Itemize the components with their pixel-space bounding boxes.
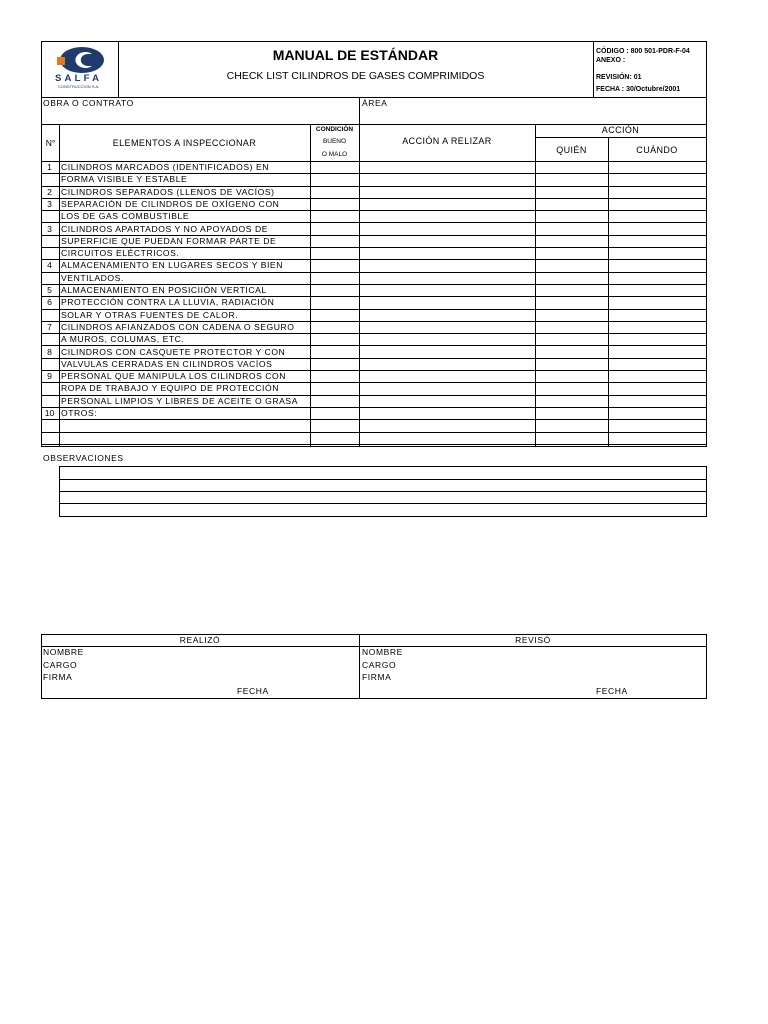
anexo-text: ANEXO : (596, 57, 626, 64)
accion-realizar-cell[interactable] (360, 173, 535, 185)
condicion-cell[interactable] (311, 259, 359, 271)
accion-realizar-cell[interactable] (360, 407, 535, 419)
logo-text: SALFA (55, 73, 103, 84)
table-row (41, 321, 707, 333)
cuando-cell[interactable] (609, 419, 706, 431)
table-bottom-line (41, 446, 707, 447)
quien-cell[interactable] (536, 309, 608, 321)
accion-realizar-cell[interactable] (360, 333, 535, 345)
condicion-cell[interactable] (311, 296, 359, 308)
cuando-cell[interactable] (609, 198, 706, 210)
row-element-text: ALMACENAMIENTO EN LUGARES SECOS Y BIEN (61, 260, 283, 271)
condicion-cell[interactable] (311, 198, 359, 210)
row-element-text: PERSONAL QUE MANIPULA LOS CILINDROS CON (61, 371, 287, 382)
realizo-fecha-label: FECHA (237, 686, 269, 696)
logo-subtext: CONSTRUCCION S.A. (58, 84, 100, 89)
condicion-cell[interactable] (311, 235, 359, 247)
observaciones-line-1 (59, 479, 707, 480)
header-quien: QUIÉN (556, 145, 587, 155)
table-row (41, 223, 707, 235)
table-row (41, 235, 707, 247)
condicion-cell[interactable] (311, 432, 359, 444)
table-row (41, 198, 707, 210)
accion-realizar-cell[interactable] (360, 309, 535, 321)
observaciones-line-2 (59, 491, 707, 492)
quien-cell[interactable] (536, 198, 608, 210)
quien-cell[interactable] (536, 235, 608, 247)
cuando-cell[interactable] (609, 432, 706, 444)
row-number: 6 (47, 297, 52, 308)
table-row (41, 284, 707, 296)
quien-cell[interactable] (536, 432, 608, 444)
condicion-cell[interactable] (311, 247, 359, 259)
quien-cell[interactable] (536, 173, 608, 185)
row-element-text: VALVULAS CERRADAS EN CILINDROS VACÍOS (61, 358, 273, 369)
row-element-text: ROPA DE TRABAJO Y EQUIPO DE PROTECCIÓN (61, 383, 279, 394)
quien-cell[interactable] (536, 223, 608, 235)
row-element-text: FORMA VISIBLE Y ESTABLE (61, 174, 188, 185)
codigo-text: CÓDIGO : 800 501-PDR-F-04 (596, 48, 690, 55)
row-number: 2 (47, 186, 52, 197)
row-element-text: CILINDROS CON CASQUETE PROTECTOR Y CON (61, 346, 286, 357)
quien-cell[interactable] (536, 419, 608, 431)
reviso-fecha-label: FECHA (596, 686, 628, 696)
table-row (41, 407, 707, 419)
row-number: 8 (47, 346, 52, 357)
cuando-cell[interactable] (609, 284, 706, 296)
table-row (41, 346, 707, 358)
accion-subheader-line (535, 137, 707, 138)
condicion-cell[interactable] (311, 370, 359, 382)
cuando-cell[interactable] (609, 333, 706, 345)
row-element-text: CIRCUITOS ELÉCTRICOS. (61, 248, 180, 259)
condicion-cell[interactable] (311, 161, 359, 173)
row-number: 10 (44, 408, 55, 418)
table-row (41, 419, 707, 431)
table-row (41, 173, 707, 185)
cuando-cell[interactable] (609, 161, 706, 173)
accion-realizar-cell[interactable] (360, 259, 535, 271)
salfa-logo (52, 44, 112, 96)
condicion-cell[interactable] (311, 321, 359, 333)
accion-realizar-cell[interactable] (360, 235, 535, 247)
row-divider (41, 444, 707, 445)
row-element-text: PERSONAL LIMPIOS Y LIBRES DE ACEITE O GRASA (61, 395, 298, 406)
header-elements: ELEMENTOS A INSPECCIONAR (112, 138, 257, 148)
obra-label: OBRA O CONTRATO (43, 98, 134, 108)
cuando-cell[interactable] (609, 235, 706, 247)
quien-cell[interactable] (536, 247, 608, 259)
accion-realizar-cell[interactable] (360, 296, 535, 308)
header-num: N° (45, 138, 56, 148)
table-row (41, 358, 707, 370)
quien-cell[interactable] (536, 272, 608, 284)
fecha-header-text: FECHA : 30/Octubre/2001 (596, 86, 681, 93)
table-row (41, 432, 707, 444)
cuando-cell[interactable] (609, 358, 706, 370)
condicion-cell[interactable] (311, 173, 359, 185)
table-row (41, 186, 707, 198)
accion-realizar-cell[interactable] (360, 272, 535, 284)
cuando-cell[interactable] (609, 247, 706, 259)
condicion-cell[interactable] (311, 395, 359, 407)
accion-realizar-cell[interactable] (360, 186, 535, 198)
realizo-nombre-label: NOMBRE (43, 647, 84, 657)
quien-cell[interactable] (536, 382, 608, 394)
obra-input[interactable] (42, 109, 358, 123)
row-element-text: A MUROS, COLUMAS, ETC. (61, 334, 185, 345)
header-malo: O MALO (321, 151, 348, 158)
reviso-label: REVISÓ (515, 635, 551, 645)
accion-realizar-cell[interactable] (360, 223, 535, 235)
condicion-cell[interactable] (311, 223, 359, 235)
row-number: 4 (47, 260, 52, 271)
header-bueno: BUENO (322, 138, 347, 145)
row-number: 7 (47, 321, 52, 332)
quien-cell[interactable] (536, 346, 608, 358)
row-element-text: CILINDROS AFIANZADOS CON CADENA O SEGURO (61, 321, 295, 332)
cuando-cell[interactable] (609, 296, 706, 308)
row-element-text: PROTECCIÓN CONTRA LA LLUVIA, RADIACIÓN (61, 297, 275, 308)
condicion-cell[interactable] (311, 346, 359, 358)
table-row (41, 309, 707, 321)
area-label: ÁREA (362, 98, 388, 108)
quien-cell[interactable] (536, 259, 608, 271)
page-subtitle: CHECK LIST CILINDROS DE GASES COMPRIMIDOS (226, 70, 485, 82)
header-condicion: CONDICIÓN (315, 126, 354, 133)
header-accion: ACCIÓN (601, 125, 640, 135)
revision-text: REVISIÓN: 01 (596, 74, 642, 81)
reviso-cargo-label: CARGO (362, 660, 397, 670)
quien-cell[interactable] (536, 210, 608, 222)
realizo-cargo-label: CARGO (43, 660, 78, 670)
condicion-cell[interactable] (311, 333, 359, 345)
cuando-cell[interactable] (609, 272, 706, 284)
accion-realizar-cell[interactable] (360, 247, 535, 259)
reviso-nombre-label: NOMBRE (362, 647, 403, 657)
row-element-text: SEPARACIÓN DE CILINDROS DE OXÍGENO CON (61, 198, 280, 209)
cuando-cell[interactable] (609, 186, 706, 198)
accion-realizar-cell[interactable] (360, 432, 535, 444)
quien-cell[interactable] (536, 186, 608, 198)
accion-realizar-cell[interactable] (360, 382, 535, 394)
area-input[interactable] (360, 109, 705, 123)
row-element-text: LOS DE GAS COMBUSTIBLE (61, 211, 190, 222)
cuando-cell[interactable] (609, 382, 706, 394)
row-element-text: CILINDROS MARCADOS (IDENTIFICADOS) EN (61, 162, 269, 172)
row-number: 3 (47, 223, 52, 234)
realizo-firma-label: FIRMA (43, 672, 73, 682)
accion-realizar-cell[interactable] (360, 284, 535, 296)
table-row (41, 161, 707, 173)
quien-cell[interactable] (536, 284, 608, 296)
cuando-cell[interactable] (609, 395, 706, 407)
accion-realizar-cell[interactable] (360, 395, 535, 407)
row-element-text: CILINDROS SEPARADOS (LLENOS DE VACÍOS) (61, 186, 275, 197)
condicion-cell[interactable] (311, 419, 359, 431)
cuando-cell[interactable] (609, 173, 706, 185)
quien-cell[interactable] (536, 407, 608, 419)
header-cuando: CUÁNDO (636, 145, 678, 155)
cuando-cell[interactable] (609, 370, 706, 382)
table-row (41, 382, 707, 394)
cuando-cell[interactable] (609, 210, 706, 222)
accion-realizar-cell[interactable] (360, 321, 535, 333)
condicion-cell[interactable] (311, 272, 359, 284)
accion-realizar-cell[interactable] (360, 198, 535, 210)
quien-cell[interactable] (536, 395, 608, 407)
condicion-cell[interactable] (311, 382, 359, 394)
row-element-text: OTROS: (61, 408, 98, 418)
accion-realizar-cell[interactable] (360, 419, 535, 431)
header-divider-right (593, 41, 594, 98)
condicion-cell[interactable] (311, 358, 359, 370)
realizo-label: REALIZÓ (179, 635, 221, 645)
quien-cell[interactable] (536, 358, 608, 370)
quien-cell[interactable] (536, 321, 608, 333)
header-accion-realizar: ACCIÓN A RELIZAR (402, 136, 492, 146)
observaciones-label: OBSERVACIONES (43, 453, 124, 463)
condicion-cell[interactable] (311, 309, 359, 321)
row-number: 5 (47, 285, 52, 295)
condicion-cell[interactable] (311, 407, 359, 419)
table-row (41, 247, 707, 259)
table-row (41, 333, 707, 345)
table-row (41, 370, 707, 382)
condicion-cell[interactable] (311, 284, 359, 296)
table-row (41, 210, 707, 222)
row-element-text: ALMACENAMIENTO EN POSICIIÓN VERTICAL (61, 285, 267, 295)
accion-realizar-cell[interactable] (360, 161, 535, 173)
row-element-text: SOLAR Y OTRAS FUENTES DE CALOR. (61, 309, 239, 320)
quien-cell[interactable] (536, 296, 608, 308)
table-row (41, 395, 707, 407)
quien-cell[interactable] (536, 161, 608, 173)
cuando-cell[interactable] (609, 407, 706, 419)
logo-c-icon (52, 44, 112, 74)
cuando-cell[interactable] (609, 321, 706, 333)
row-number: 9 (47, 371, 52, 382)
accion-realizar-cell[interactable] (360, 210, 535, 222)
cuando-cell[interactable] (609, 259, 706, 271)
table-row (41, 272, 707, 284)
row-element-text: SUPERFICIE QUE PUEDAN FORMAR PARTE DE (61, 235, 277, 246)
table-row (41, 296, 707, 308)
accion-realizar-cell[interactable] (360, 370, 535, 382)
condicion-cell[interactable] (311, 186, 359, 198)
cuando-cell[interactable] (609, 309, 706, 321)
cuando-cell[interactable] (609, 346, 706, 358)
accion-realizar-cell[interactable] (360, 358, 535, 370)
table-row (41, 259, 707, 271)
row-element-text: CILINDROS APARTADOS Y NO APOYADOS DE (61, 223, 269, 234)
row-element-text: VENTILADOS. (61, 272, 124, 283)
observaciones-line-3 (59, 503, 707, 504)
page-title: MANUAL DE ESTÁNDAR (272, 47, 439, 63)
accion-realizar-cell[interactable] (360, 346, 535, 358)
row-number: 1 (47, 162, 52, 172)
quien-cell[interactable] (536, 370, 608, 382)
cuando-cell[interactable] (609, 223, 706, 235)
reviso-firma-label: FIRMA (362, 672, 392, 682)
quien-cell[interactable] (536, 333, 608, 345)
row-number: 3 (47, 198, 52, 209)
condicion-cell[interactable] (311, 210, 359, 222)
